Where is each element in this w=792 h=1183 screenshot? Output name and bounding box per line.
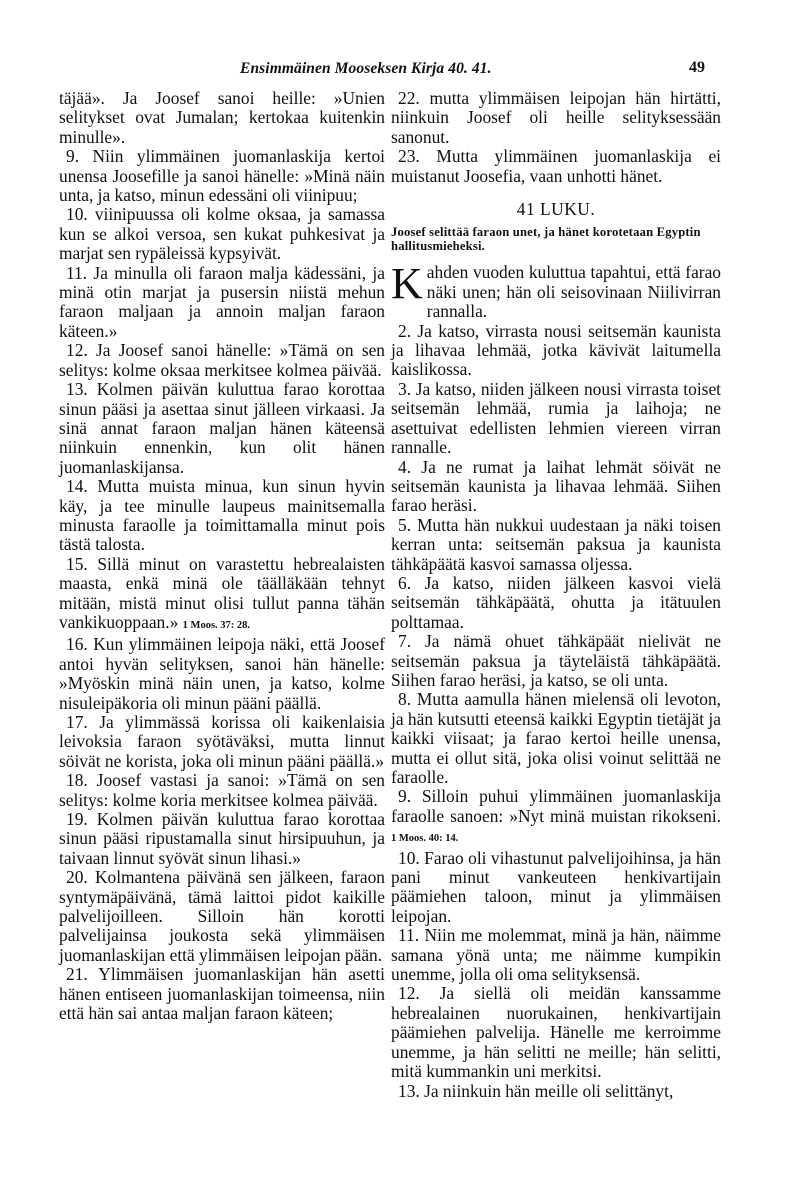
verse-paragraph: 7. Ja nämä ohuet tähkäpäät nielivät ne seitsemän paksua ja täyteläistä tähkäpäätä. Siihen farao heräsi, ja katso, se oli unta. bbox=[391, 631, 721, 690]
verse-paragraph: 22. mutta ylimmäisen leipojan hän hirtätti, niinkuin Joosef oli heille selityksessään sanonut. bbox=[391, 88, 721, 147]
verse-paragraph: 23. Mutta ylimmäinen juomanlaskija ei muistanut Joosefia, vaan unhotti hänet. bbox=[391, 146, 721, 186]
verse-paragraph bbox=[391, 787, 721, 848]
verse-paragraph: 6. Ja katso, niiden jälkeen kasvoi vielä seitsemän tähkäpäätä, ohutta ja itätuulen polttamaa. bbox=[391, 572, 721, 632]
verse-paragraph: 17. Ja ylimmässä korissa oli kaikenlaisia leivoksia faraon syötäväksi, mutta linnut söivät ne korista, joka oli minun pääni päällä.» bbox=[59, 712, 385, 771]
verse-paragraph: 12. Ja siellä oli meidän kanssamme hebrealainen nuorukainen, henkivartijain päämiehen palvelija. Hänelle me kerroimme unemme, ja hän selitti ne meille; hän selitti, mitä kummankin uni merkitsi. bbox=[391, 983, 721, 1082]
verse-paragraph: 19. Kolmen päivän kuluttua farao korottaa sinun pääsi ripustamalla sinut hirsipuuhun, ja taivaan linnut syövät sinun lihasi.» bbox=[59, 809, 385, 868]
verse-paragraph: 13. Ja niinkuin hän meille oli selittänyt, bbox=[398, 1080, 674, 1101]
page-number: 49 bbox=[689, 59, 705, 76]
verse-paragraph: 10. Farao oli vihastunut palvelijoihinsa, ja hän pani minut vankeuteen henkivartijain päämiehen taloon, minut ja ylimmäisen leipojan. bbox=[391, 847, 721, 926]
verse-text: 9. Silloin puhui ylimmäinen juomanlaskija faraolle sanoen: »Nyt minä muistan rikokseni. bbox=[391, 786, 721, 826]
verse-text: ahden vuoden kuluttua tapahtui, että farao näki unen; hän oli seisovinaan Niilivirran rannalla. bbox=[426, 262, 721, 322]
verse-paragraph: täjää». Ja Joosef sanoi heille: »Unien selitykset ovat Jumalan; kertokaa kuitenkin minulle». bbox=[59, 88, 385, 147]
verse-paragraph: 5. Mutta hän nukkui uudestaan ja näki toisen kerran unta: seitsemän paksua ja kaunista tähkäpäätä kasvoi samassa oljessa. bbox=[391, 514, 721, 574]
verse-paragraph bbox=[59, 555, 385, 636]
verse-paragraph: 14. Mutta muista minua, kun sinun hyvin käy, ja tee minulle laupeus mainitsemalla minusta faraolle ja toimittamalla minut pois tästä talosta. bbox=[59, 476, 385, 555]
chapter-title: 41 LUKU. bbox=[516, 199, 596, 220]
verse-paragraph: 9. Niin ylimmäinen juomanlaskija kertoi unensa Joosefille ja sanoi hänelle: »Minä näin unta, ja katso, minun edessäni oli viinipuu; bbox=[59, 146, 385, 206]
cross-reference: 1 Moos. 37: 28. bbox=[182, 619, 251, 631]
verse-paragraph: 16. Kun ylimmäinen leipoja näki, että Joosef antoi hyvän selityksen, sanoi hän hänelle: »Myöskin minä näin unen, ja katso, kolme nisuleipäkoria oli minun pääni päällä. bbox=[59, 634, 385, 713]
left-column bbox=[59, 89, 385, 1024]
book-title: Ensimmäinen Mooseksen Kirja 40. 41. bbox=[240, 60, 492, 77]
verse-paragraph: 11. Niin me molemmat, minä ja hän, näimme samana yönä unta; me näimme kumpikin unemme, jolla oli oma selityksensä. bbox=[391, 925, 721, 985]
cross-reference: 1 Moos. 40: 14. bbox=[391, 833, 459, 845]
verse-paragraph: 8. Mutta aamulla hänen mielensä oli levoton, ja hän kutsutti eteensä kaikki Egyptin tietäjät ja kaikki viisaat; ja farao kertoi heille unensa, mutta ei ollut sitä, joka olisi voinut selittää ne faraolle. bbox=[391, 689, 721, 787]
verse-paragraph: 4. Ja ne rumat ja laihat lehmät söivät ne seitsemän kaunista ja lihavaa lehmää. Siihen farao heräsi. bbox=[391, 456, 721, 516]
verse-paragraph: 2. Ja katso, virrasta nousi seitsemän kaunista ja lihavaa lehmää, jotka kävivät laitumella kaislikossa. bbox=[391, 320, 721, 380]
verse-paragraph: 18. Joosef vastasi ja sanoi: »Tämä on sen selitys: kolme koria merkitsee kolmea päivää. bbox=[59, 770, 385, 810]
chapter-summary: Joosef selittää faraon unet, ja hänet korotetaan Egyptin hallitusmieheksi. bbox=[391, 225, 701, 254]
drop-cap: K bbox=[391, 259, 423, 309]
verse-paragraph: 11. Ja minulla oli faraon malja kädessäni, ja minä otin marjat ja pusersin niistä mehun faraon maljaan ja annoin maljan faraon käteen.» bbox=[59, 262, 385, 341]
verse-text: 15. Sillä minut on varastettu hebrealaisten maasta, enkä minä ole täälläkään tehnyt mitään, mistä minut olisi tullut panna tähän vankikuoppaan.» bbox=[59, 553, 385, 632]
running-head bbox=[0, 60, 792, 84]
chapter-opening-paragraph bbox=[391, 259, 721, 322]
verse-paragraph: 20. Kolmantena päivänä sen jälkeen, faraon syntymäpäivänä, tämä laittoi pidot kaikille palvelijoilleen. Silloin hän korotti palvelijainsa joukosta sekä ylimmäisen juomanlaskijan että ylimmäisen leipojan pään. bbox=[59, 867, 385, 965]
verse-paragraph: 13. Kolmen päivän kuluttua farao korottaa sinun pääsi ja asettaa sinut jälleen virkaasi. Ja sinä annat faraon maljan hänen käteensä niinkuin ennenkin, kun olit hänen juomanlaskijansa. bbox=[59, 379, 385, 477]
verse-paragraph: 10. viinipuussa oli kolme oksaa, ja samassa kun se alkoi versoa, sen kukat puhkesivat ja marjat sen rypäleissä kypsyivät. bbox=[59, 204, 385, 264]
verse-paragraph: 21. Ylimmäisen juomanlaskijan hän asetti hänen entiseen juomanlaskijan toimeensa, niin että hän sai antaa maljan faraon käteen; bbox=[59, 964, 385, 1024]
verse-paragraph: 3. Ja katso, niiden jälkeen nousi virrasta toiset seitsemän lehmää, rumia ja laihoja; ne asettuivat edellisten lehmien viereen virran rannalle. bbox=[391, 378, 721, 458]
verse-paragraph: 12. Ja Joosef sanoi hänelle: »Tämä on sen selitys: kolme oksaa merkitsee kolmea päivää. bbox=[59, 340, 385, 380]
right-column bbox=[391, 89, 721, 1101]
